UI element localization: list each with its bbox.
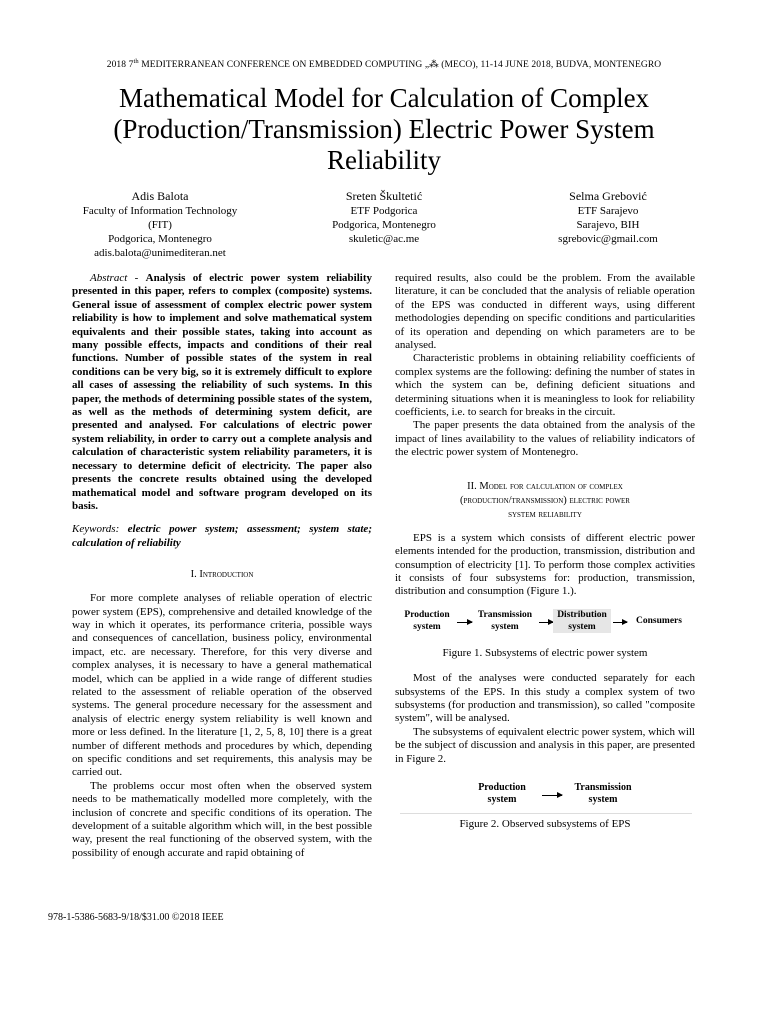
paragraph: required results, also could be the problem. From the available literature, it can be concluded that the analysis of reliable operation of the EPS was conducted in different ways, using different methodologies depending on specific conditions and particularities of its operation and depending on which parameters are to be analysed. (395, 272, 695, 352)
right-column (395, 272, 695, 843)
box-label: system (491, 621, 519, 632)
author-2 (264, 188, 504, 246)
transmission-system-box (473, 609, 537, 633)
box-label: Distribution (557, 609, 607, 620)
box-label: system (413, 621, 441, 632)
box-label: Production (404, 609, 450, 620)
abstract-text: Analysis of electric power system reliability presented in this paper, refers to complex (composite) systems. General issue of assessment of complex electric power system reliability is how to implement and solve mathematical system equivalents and their possible states, taking into account as many possible effects, impacts and conditions of their real functions. Number of possible states of the system in real conditions can be very big, so it is extremely difficult to explore all cases of assessing the reliability of such systems. In this paper, the methods of determining possible states of the system, as well as the methods of determining system deficit, are presented and analysed. For calculations of electric power system reliability, in order to carry out a complete analysis and calculation of characteristic system reliability parameters, it is necessary to determine deficit of electricity. The paper also presents the concrete results obtained using the developed mathematical model and software program developed on its basis. (72, 272, 372, 512)
production-system-box (465, 782, 539, 806)
author-affiliation: ETF Podgorica (350, 205, 418, 217)
paragraph: For more complete analyses of reliable operation of electric power system (EPS), comprehensive and detailed knowledge of the way in which it operates, its performance criteria, possible ways and consequences of cancellation, business policy, environmental impact, etc. are necessary. Therefore, for this very diverse and complex analyses, it is necessary to have a general mathematical model, which can be applied in a wide range of different studies related to the assessment of reliable operation of the observed systems. The general procedure necessary for the assessment and analysis of electric energy system reliability is well known and more or less defined. In the literature [1, 2, 5, 8, 10] there is a great number of different methods and procedures by which, depending on specific conditions and set requirements, this analysis may be carried out. (72, 592, 372, 779)
author-email: sgrebovic@gmail.com (558, 233, 658, 245)
author-email: skuletic@ac.me (348, 233, 420, 245)
arrow-icon (613, 622, 627, 623)
arrow-icon (542, 795, 562, 796)
box-label: system (487, 793, 517, 805)
box-label: Production (478, 781, 526, 793)
figure-divider (400, 813, 692, 814)
paper-title (40, 83, 728, 176)
box-label: Transmission (574, 781, 632, 793)
keywords-label: Keywords: (72, 523, 128, 536)
box-label: Transmission (477, 609, 533, 620)
keywords-text: electric power system; assessment; system state; calculation of reliability (72, 523, 372, 549)
abstract (72, 272, 372, 513)
paragraph: Characteristic problems in obtaining reliability coefficients of complex systems are the following: defining the number of states in which the system can be, defining deficient situations and determining situations when it is meaningless to look for reliability coefficients, i.e. to search for breaks in the circuit. (395, 352, 695, 419)
author-affiliation: ETF Sarajevo (577, 205, 639, 217)
title-line: Reliability (327, 145, 441, 175)
arrow-icon (457, 622, 472, 623)
conference-header: 2018 7th MEDITERRANEAN CONFERENCE ON EMBEDDED COMPUTING „⁂ (MECO), 11-14 JUNE 2018, BUDVA, MONTENEGRO (106, 58, 662, 71)
author-affiliation: Faculty of Information Technology (82, 205, 238, 217)
figure-2-caption: Figure 2. Observed subsystems of EPS (459, 817, 631, 830)
author-block (40, 188, 728, 268)
author-location: Podgorica, Montenegro (332, 219, 436, 231)
arrow-icon (539, 622, 553, 623)
author-1 (40, 188, 280, 260)
heading-line: (production/transmission) electric power (460, 494, 630, 506)
paragraph: EPS is a system which consists of different electric power elements intended for the production, transmission, distribution and consumption of electricity [1]. To perform those complex activities it consists of four subsystems for: production, transmission, distribution and consumption (Figure 1.). (395, 531, 695, 598)
box-label: system (568, 621, 596, 632)
figure-1-diagram (395, 607, 695, 641)
keywords (72, 523, 372, 550)
paragraph: The problems occur most often when the observed system needs to be mathematically modelled more completely, with the inclusion of concrete and specific conditions of its operation. The development of a suitable algorithm which will, in the best possible way, present the real functioning of the observed system, with the possibility of enough accurate and rapid obtaining of (72, 779, 372, 859)
author-affiliation: (FIT) (148, 219, 172, 231)
distribution-system-box (553, 609, 611, 633)
abstract-label: Abstract - (90, 272, 146, 284)
paragraph: The subsystems of equivalent electric power system, which will be the subject of discussion and analysis in this paper, are presented in Figure 2. (395, 725, 695, 765)
figure-2-diagram (395, 782, 695, 810)
author-email: adis.balota@unimediteran.net (94, 247, 226, 259)
left-column (72, 272, 372, 860)
section-heading-model (395, 480, 695, 522)
paragraph: Most of the analyses were conducted separately for each subsystems of the EPS. In this study a complex system of two subsystems (for production and transmission), so called "composite system", will be analysed. (395, 672, 695, 725)
production-system-box (399, 609, 455, 633)
author-name: Sreten Škultetić (345, 189, 423, 203)
copyright-footer: 978-1-5386-5683-9/18/$31.00 ©2018 IEEE (48, 912, 224, 923)
transmission-system-box (563, 782, 643, 806)
figure-1-caption: Figure 1. Subsystems of electric power system (442, 646, 648, 659)
author-name: Selma Grebović (569, 189, 647, 203)
title-line: (Production/Transmission) Electric Power System (113, 114, 655, 144)
title-line: Mathematical Model for Calculation of Complex (118, 83, 650, 113)
author-location: Sarajevo, BIH (576, 219, 640, 231)
box-label: system (588, 793, 618, 805)
consumers-box: Consumers (636, 615, 682, 626)
heading-line: II. Model for calculation of complex (467, 480, 623, 492)
author-location: Podgorica, Montenegro (108, 233, 212, 245)
section-heading-introduction: I. Introduction (190, 569, 254, 581)
author-name: Adis Balota (131, 189, 189, 203)
author-3 (488, 188, 728, 246)
heading-line: system reliability (508, 508, 582, 520)
paragraph: The paper presents the data obtained from the analysis of the impact of lines availability to the values of reliability indicators of the electric power system of Montenegro. (395, 419, 695, 459)
